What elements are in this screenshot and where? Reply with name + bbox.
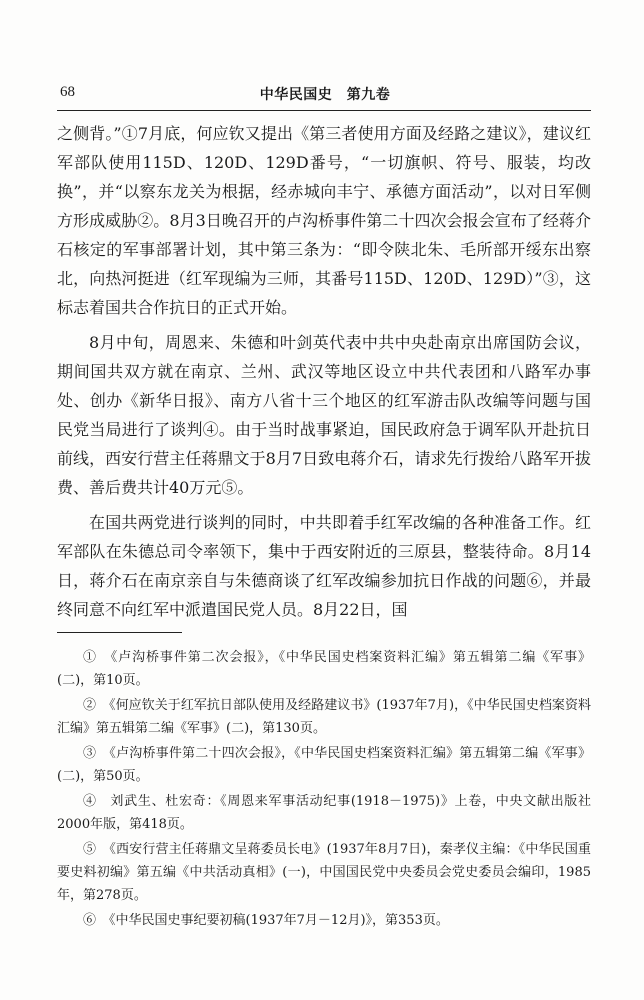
paragraph: 8月中旬，周恩来、朱德和叶剑英代表中共中央赴南京出席国防会议，期间国共双方就在南京、兰州、武汉等地区设立中共代表团和八路军办事处、创办《新华日报》、南方八省十三个地区的红军游击队改编等问题与国民党当局进行了谈判④。由于当时战事紧迫，国民政府急于调军队开赴抗日前线，西安行营主任蒋鼎文于8月7日致电蒋介石，请求先行拨给八路军开拔费、善后费共计40万元⑤。 (57, 333, 591, 497)
footnote: ⑤ 《西安行营主任蒋鼎文呈蒋委员长电》(1937年8月7日)，秦孝仪主编：《中华民国重要史料初编》第五编《中共活动真相》(一)，中国国民党中央委员会党史委员会编印，1985年，第278页。 (57, 842, 591, 903)
paragraph: 在国共两党进行谈判的同时，中共即着手红军改编的各种准备工作。红军部队在朱德总司令率领下，集中于西安附近的三原县，整装待命。8月14日，蒋介石在南京亲自与朱德商谈了红军改编参加抗日作战的问题⑥，并最终同意不向红军中派遣国民党人员。8月22日，国 (57, 513, 591, 619)
footnote: ② 《何应钦关于红军抗日部队使用及经路建议书》(1937年7月)，《中华民国史档案资料汇编》第五辑第二编《军事》(二)，第130页。 (57, 698, 591, 736)
paragraph: 之侧背。”①7月底，何应钦又提出《第三者使用方面及经路之建议》，建议红军部队使用115D、120D、129D番号，“一切旗帜、符号、服装，均改换”，并“以察东龙关为根据，经赤城向丰宁、承德方面活动”，以对日军侧方形成威胁②。8月3日晚召开的卢沟桥事件第二十四次会报会宣布了经蒋介石核定的军事部署计划，其中第三条为：“即令陕北朱、毛所部开绥东出察北，向热河挺进（红军现编为三师，其番号115D、120D、129D）”③，这标志着国共合作抗日的正式开始。 (57, 124, 591, 317)
main-text (57, 119, 591, 630)
footnote: ⑥ 《中华民国史事纪要初稿(1937年7月－12月)》，第353页。 (83, 913, 449, 928)
footnote: ③ 《卢沟桥事件第二十四次会报》，《中华民国史档案资料汇编》第五辑第二编《军事》(二)，第50页。 (57, 746, 591, 784)
footnotes (57, 646, 591, 934)
page-number: 68 (60, 84, 75, 100)
running-title: 中华民国史 第九卷 (259, 87, 391, 103)
footnote: ④ 刘武生、杜宏奇：《周恩来军事活动纪事(1918－1975)》上卷，中央文献出版社2000年版，第418页。 (57, 794, 591, 832)
header-rule (57, 110, 591, 111)
footnote-rule (57, 632, 182, 633)
page-header (60, 84, 590, 106)
footnote: ① 《卢沟桥事件第二次会报》，《中华民国史档案资料汇编》第五辑第二编《军事》(二)，第10页。 (57, 650, 591, 688)
